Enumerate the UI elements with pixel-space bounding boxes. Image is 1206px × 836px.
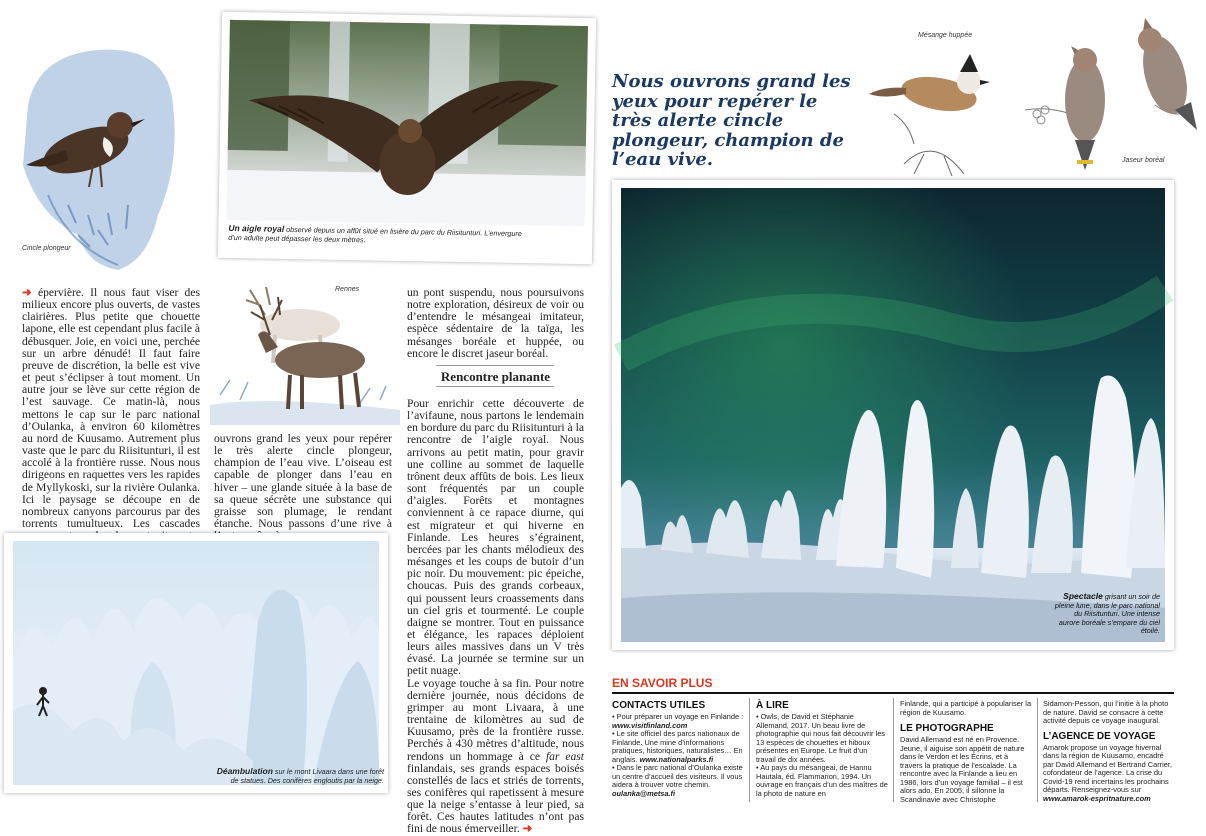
contacts-l1: • Pour préparer un voyage en Finlande : (612, 712, 744, 721)
sidebar-rule (612, 692, 1174, 694)
snow-forest-photo (13, 541, 379, 785)
col3-p2-italic: far east (545, 749, 584, 763)
photographe-text: David Allemand est né en Provence. Jeune, il aiguise son appétit de nature dans le Verdon et les Écrins, et à travers la pratique de l’escalade. La rencontre avec la Finlande a lieu en 1986, lors d’un voyage familial – il est alors ado. En 2005, il sillonne la Scandinavie avec Christophe (900, 735, 1025, 804)
cincle-caption: Cincle plongeur (22, 245, 71, 252)
deambulation-caption-text: sur le mont Livaara dans une forêt de statues. Des conifères engloutis par la neige. (230, 767, 384, 785)
nationalparks-link[interactable]: www.nationalparks.fi (639, 754, 714, 764)
agence-text (1043, 744, 1175, 804)
subhead-rencontre: Rencontre planante (440, 369, 551, 384)
subhead-rule-bottom (436, 386, 554, 387)
article-column-1 (22, 287, 200, 554)
agence-top: Sidamon-Pesson, qui l’initie à la photo de nature. David se consacre à cette activité depuis ce voyage inaugural. (1043, 699, 1169, 726)
sidebar-col-agence (1043, 700, 1175, 803)
agence-heading: L’AGENCE DE VOYAGE (1043, 730, 1156, 742)
agence-text-a: Amarok propose un voyage hivernal dans la région de Kuusamo, encadré par David Allemand et Bertrand Carrier, cofondateur de l’agence. La crise du Covid-19 rend incertains les prochains départs. Renseignez-vous sur (1043, 742, 1172, 795)
sidebar-title: EN SAVOIR PLUS (612, 676, 713, 690)
col3-top: un pont suspendu, nous poursuivons notre exploration, désireux de voir ou d’entendre le mésangeai imitateur, espèce sédentaire de la taïga, les mésanges boréale et huppée, ou encore le discret jaseur boréal. (407, 286, 584, 360)
photographe-top: Finlande, qui a participé à populariser la région de Kuusamo. (900, 699, 1032, 717)
reindeer-illustration (210, 275, 400, 425)
sidebar-divider-3 (1037, 698, 1038, 802)
col3-p2-a: Le voyage touche à sa fin. Pour notre dernière journée, nous décidons de grimper au mont Livaara, à une trentaine de kilomètres au sud de Kuusamo, près de la frontière russe. Perchés à 430 mètres d’altitude, nous rendons un hommage à ce (407, 676, 584, 763)
snow-forest-photo-frame (4, 533, 388, 793)
sidebar-col-alire (756, 700, 888, 798)
article-column-3 (407, 287, 584, 360)
waxwing-illustration (1015, 10, 1205, 170)
end-arrow-icon: ➜ (522, 822, 533, 836)
col1-text: épervière. Il nous faut viser des milieux encore plus ouverts, de vastes clairières. Plus petite que chouette lapone, elle est cependant plus facile à débusquer. Joie, en voici une, perchée sur un arbre dénudé! Il faut faire preuve de discrétion, la belle est vive et peut s’éclipser à tout moment. Un autre jour se lève sur cette région de l’est sauvage. Ce matin-là, nous mettons le cap sur le parc national d’Oulanka, à environ 60 kilomètres au nord de Kuusamo. Autrement plus vaste que le parc du Riisitunturi, il est accolé à la frontière russe. Nous nous dirigeons en raquettes vers les rapides de Myllykoski, sur la rivière Oulanka. Ici le paysage se découpe en de nombreux canyons parcourus par des torrents tumultueux. Les cascades (22, 286, 201, 530)
sidebar-col-contacts (612, 700, 744, 798)
col3-p2-b: finlandais, ses grands espaces boisés constellés de lacs et striés de torrents, ses conifères qui rapetissent à mesure que la neige s’entasse à leur pied, sa forêt. Ces hautes latitudes n’ont pas fini de nous émerveiller. (407, 761, 584, 836)
aurora-photo-frame (612, 180, 1174, 650)
contacts-l3: • Dans le parc national d’Oulanka existe un centre d’accueil des visiteurs. Il vous aidera à trouver votre chemin. (612, 763, 743, 790)
deambulation-caption (214, 767, 384, 785)
article-column-3-body (407, 398, 584, 836)
oulanka-email-link[interactable]: oulanka@metsa.fi (612, 788, 676, 798)
alire-l1: • Owls, de David et Stéphanie Allemand, 2017. Un beau livre de photographie qui nous fait découvrir les 13 espèces de chouettes et hiboux présentes en Europe. Le fruit d’un travail de dix années. (756, 712, 886, 764)
spectacle-caption-text: grisant un soir de pleine lune, dans le parc national du Riisitunturi. Une intense aurore boréale s’empare du ciel étoilé. (1054, 592, 1160, 635)
contacts-heading: CONTACTS UTILES (612, 700, 706, 711)
dipper-illustration (8, 45, 183, 275)
eagle-photo-frame (218, 12, 596, 264)
crested-tit-illustration (864, 44, 1004, 184)
amarok-link[interactable]: www.amarok-espritnature.com (1043, 793, 1151, 803)
alire-heading: À LIRE (756, 700, 789, 711)
eagle-caption-text: observé depuis un affût situé en lisière du parc du Riisitunturi. L’envergure d’un adulte peut dépasser les deux mètres. (228, 224, 522, 244)
visitfinland-link[interactable]: www.visitfinland.com (612, 720, 688, 730)
sidebar-col-photographe (900, 700, 1032, 804)
eagle-photo (227, 20, 588, 226)
continue-arrow-icon: ➜ (22, 286, 32, 299)
sidebar-divider-2 (893, 698, 894, 802)
col3-p2 (407, 678, 584, 836)
contacts-l2: • Le site officiel des parcs nationaux de Finlande. Une mine d’informations pratiques, historiques, naturalistes… En anglais. (612, 729, 743, 764)
spectacle-caption (1052, 592, 1160, 636)
aurora-photo (621, 188, 1165, 642)
contacts-text (612, 713, 744, 798)
rennes-caption: Rennes (335, 286, 360, 293)
sidebar-divider-1 (749, 698, 750, 802)
spectacle-caption-bold: Spectacle (1063, 591, 1103, 601)
deambulation-caption-bold: Déambulation (216, 766, 273, 776)
jaseur-caption: Jaseur boréal (1122, 157, 1165, 164)
article-column-2 (214, 433, 392, 542)
alire-l2: • Au pays du mésangeai, de Hannu Hautala, éd. Flammarion, 1994. Un ouvrage en français d’un des maîtres de la photo de nature en (756, 763, 888, 798)
col2-text: ouvrons grand les yeux pour repérer le très alerte cincle plongeur, champion de l’eau vive. L’oiseau est capable de plonger dans l’eau en hiver – une glande située à la base de sa queue sécrète une substance qui graisse son plumage, le rendant étanche. Nous passons d’une rive à (214, 432, 392, 531)
photographe-heading: LE PHOTOGRAPHE (900, 723, 994, 735)
mesange-caption: Mésange huppée (918, 32, 973, 39)
col3-p1: Pour enrichir cette découverte de l’avifaune, nous partons le lendemain en bordure du parc du Riisitunturi à la rencontre de l’aigle royal. Nous arrivons au petit matin, pour gravir une colline au sommet de laquelle trônent deux affûts de bois. Les lieux sont fréquentés par un couple d’aigles. Forêts et montagnes conviennent à ce rapace diurne, qui est migrateur et qui hiverne en Finlande. Les heures s’égrainent, bercées par les chants mélodieux des mésanges et les coups de butoir d’un pic noir. Du mouvement: pic épeiche, choucas. Puis des grands corbeaux, qui poussent leurs croassements dans un ciel gris et tourmenté. Le couple daigne se montrer. Tout en puissance et élégance, les rapaces déploient leurs ailes massives dans un V très évasé. La journée se termine sur un petit nuage. (407, 397, 584, 678)
eagle-caption (228, 224, 528, 247)
headline: Nous ouvrons grand les yeux pour repérer le très alerte cincle plongeur, champion de l’eau vive. (612, 71, 851, 170)
subhead-rule-top (436, 365, 554, 366)
eagle-caption-bold: Un aigle royal (228, 222, 285, 234)
